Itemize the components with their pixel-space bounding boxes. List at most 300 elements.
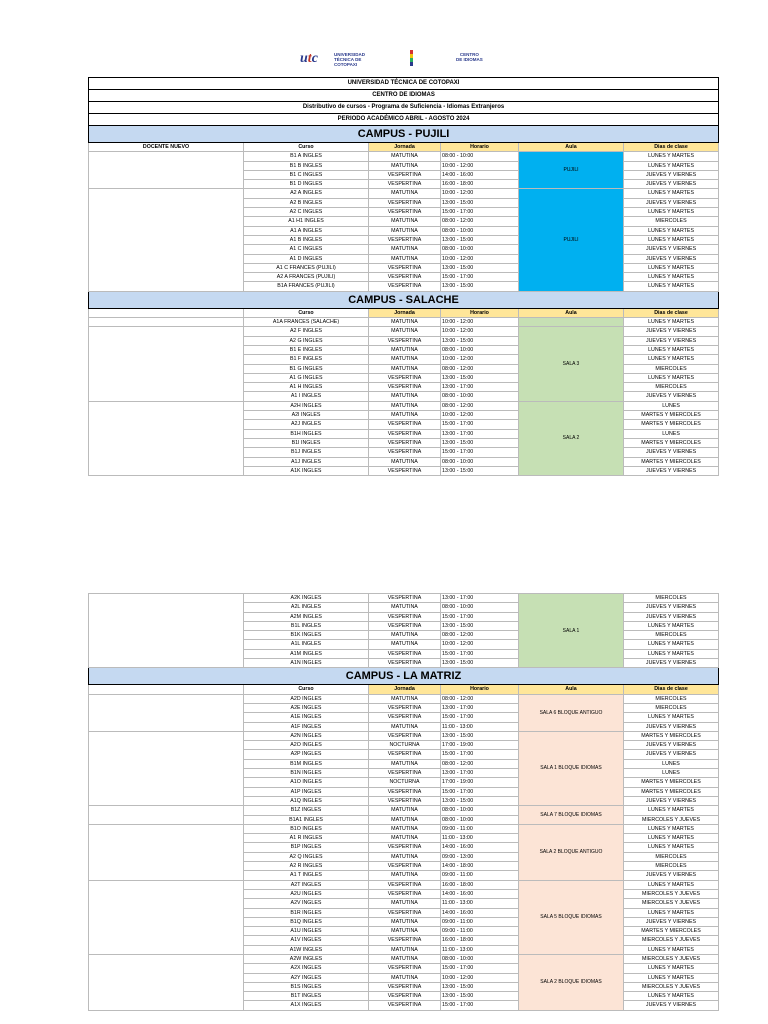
curso-cell: B1 A INGLES [244,152,369,161]
table-row [89,806,719,815]
table-row [89,731,719,740]
aula-header: Aula [519,685,624,694]
jornada-cell: MATUTINA [369,327,441,336]
dias-cell: MIERCOLES [624,383,719,392]
dias-cell: JUEVES Y VIERNES [624,245,719,254]
aula-cell: SALA 1 BLOQUE IDIOMAS [519,731,624,805]
curso-cell: A2O INGLES [244,741,369,750]
jornada-cell: MATUTINA [369,815,441,824]
page-2 [88,593,718,1011]
dias-cell: JUEVES Y VIERNES [624,327,719,336]
horario-cell: 11:00 - 13:00 [441,834,519,843]
curso-cell: A2X INGLES [244,964,369,973]
horario-cell: 17:00 - 19:00 [441,741,519,750]
horario-cell: 13:00 - 15:00 [441,621,519,630]
jornada-cell: VESPERTINA [369,769,441,778]
curso-cell: A1L INGLES [244,640,369,649]
dias-cell: LUNES Y MARTES [624,806,719,815]
column-header-row [89,143,719,152]
horario-cell: 11:00 - 13:00 [441,722,519,731]
dias-cell: MIERCOLES Y JUEVES [624,954,719,963]
curso-cell: A1 H1 INGLES [244,217,369,226]
horario-cell: 15:00 - 17:00 [441,208,519,217]
horario-cell: 10:00 - 12:00 [441,973,519,982]
horario-cell: 10:00 - 12:00 [441,640,519,649]
curso-cell: B1N INGLES [244,769,369,778]
dias-cell: LUNES Y MARTES [624,226,719,235]
jornada-cell: VESPERTINA [369,621,441,630]
dias-cell: LUNES Y MARTES [624,945,719,954]
dias-cell: JUEVES Y VIERNES [624,336,719,345]
dias-cell: LUNES Y MARTES [624,273,719,282]
horario-cell: 09:00 - 11:00 [441,917,519,926]
table-row [89,152,719,161]
jornada-cell: VESPERTINA [369,796,441,805]
dias-cell: LUNES Y MARTES [624,373,719,382]
utc-logo-icon: utc [300,51,318,66]
jornada-cell: VESPERTINA [369,198,441,207]
distributivo-title: Distributivo de cursos - Programa de Suficiencia - Idiomas Extranjeros [89,102,719,114]
jornada-cell: VESPERTINA [369,936,441,945]
horario-cell: 08:00 - 10:00 [441,226,519,235]
dias-cell: JUEVES Y VIERNES [624,750,719,759]
horario-cell: 08:00 - 10:00 [441,392,519,401]
dias-cell: JUEVES Y VIERNES [624,1001,719,1010]
horario-cell: 08:00 - 10:00 [441,806,519,815]
dias-cell: LUNES [624,759,719,768]
jornada-cell: MATUTINA [369,722,441,731]
horario-cell: 17:00 - 19:00 [441,778,519,787]
horario-cell: 08:00 - 12:00 [441,364,519,373]
column-header-row [89,685,719,694]
campus-salache-title-row [89,291,719,308]
curso-cell: A2U INGLES [244,889,369,898]
horario-cell: 08:00 - 10:00 [441,245,519,254]
curso-cell: B1J INGLES [244,448,369,457]
curso-cell: A1 B INGLES [244,235,369,244]
curso-cell: B1L INGLES [244,621,369,630]
curso-cell: B1T INGLES [244,992,369,1001]
jornada-cell: MATUTINA [369,917,441,926]
curso-cell: A1F INGLES [244,722,369,731]
table-row [89,954,719,963]
horario-cell: 13:00 - 15:00 [441,282,519,291]
horario-cell: 10:00 - 12:00 [441,189,519,198]
curso-cell: A1N INGLES [244,659,369,668]
jornada-cell: MATUTINA [369,927,441,936]
dias-cell: LUNES Y MARTES [624,152,719,161]
jornada-cell: VESPERTINA [369,964,441,973]
curso-cell: B1 D INGLES [244,180,369,189]
horario-cell: 09:00 - 11:00 [441,824,519,833]
aula-header: Aula [519,308,624,317]
curso-cell: B1I INGLES [244,438,369,447]
curso-cell: B1A1 INGLES [244,815,369,824]
curso-cell: A1 T INGLES [244,871,369,880]
curso-cell: A2J INGLES [244,420,369,429]
dias-cell: LUNES [624,769,719,778]
docente-cell [89,318,244,327]
curso-cell: A1 C INGLES [244,245,369,254]
dias-cell: MIERCOLES [624,703,719,712]
schedule-table-part-1 [88,77,719,476]
page-1 [88,77,718,476]
dias-cell: LUNES Y MARTES [624,208,719,217]
periodo-title: PERIODO ACADÉMICO ABRIL - AGOSTO 2024 [89,114,719,126]
dias-header: Dias de clase [624,143,719,152]
docente-cell [89,152,244,189]
curso-header: Curso [244,685,369,694]
campus-matriz-title: CAMPUS - LA MATRIZ [89,668,719,685]
curso-cell: A2 F INGLES [244,327,369,336]
jornada-cell: MATUTINA [369,640,441,649]
horario-cell: 08:00 - 12:00 [441,217,519,226]
column-header-row [89,308,719,317]
campus-salache-title: CAMPUS - SALACHE [89,291,719,308]
dias-cell: MIERCOLES Y JUEVES [624,936,719,945]
horario-cell: 16:00 - 18:00 [441,180,519,189]
schedule-table-part-2 [88,593,719,1011]
horario-cell: 08:00 - 10:00 [441,815,519,824]
jornada-cell: MATUTINA [369,759,441,768]
jornada-cell: MATUTINA [369,345,441,354]
horario-cell: 15:00 - 17:00 [441,713,519,722]
curso-cell: A2L INGLES [244,603,369,612]
curso-cell: A2M INGLES [244,612,369,621]
curso-cell: A2P INGLES [244,750,369,759]
curso-header: Curso [244,143,369,152]
jornada-cell: MATUTINA [369,152,441,161]
horario-header: Horario [441,143,519,152]
aula-cell: PUJILI [519,189,624,291]
campus-pujili-title: CAMPUS - PUJILI [89,126,719,143]
docente-cell [89,824,244,880]
jornada-cell: MATUTINA [369,824,441,833]
jornada-cell: MATUTINA [369,318,441,327]
dias-cell: JUEVES Y VIERNES [624,741,719,750]
horario-cell: 08:00 - 10:00 [441,603,519,612]
dias-cell: LUNES Y MARTES [624,161,719,170]
horario-cell: 15:00 - 17:00 [441,420,519,429]
jornada-header: Jornada [369,308,441,317]
table-row [89,694,719,703]
curso-cell: A1 H INGLES [244,383,369,392]
curso-cell: A2W INGLES [244,954,369,963]
dias-cell: MIERCOLES Y JUEVES [624,889,719,898]
jornada-cell: VESPERTINA [369,612,441,621]
jornada-cell: MATUTINA [369,631,441,640]
horario-cell: 08:00 - 12:00 [441,631,519,640]
horario-cell: 08:00 - 12:00 [441,694,519,703]
horario-cell: 08:00 - 12:00 [441,759,519,768]
docente-cell [89,694,244,731]
campus-pujili-title-row [89,126,719,143]
table-row [89,401,719,410]
curso-cell: B1A FRANCES (PUJILI) [244,282,369,291]
curso-cell: B1 G INGLES [244,364,369,373]
horario-cell: 16:00 - 18:00 [441,880,519,889]
dias-cell: JUEVES Y VIERNES [624,612,719,621]
curso-cell: A2 A INGLES [244,189,369,198]
dias-cell: MIERCOLES [624,852,719,861]
curso-cell: B1S INGLES [244,982,369,991]
dias-cell: LUNES Y MARTES [624,964,719,973]
horario-cell: 09:00 - 13:00 [441,852,519,861]
curso-cell: A1A FRANCES (SALACHE) [244,318,369,327]
docente-header-empty [89,308,244,317]
docente-header: DOCENTE NUEVO [89,143,244,152]
horario-cell: 10:00 - 12:00 [441,161,519,170]
dias-cell: MARTES Y MIERCOLES [624,778,719,787]
horario-cell: 16:00 - 18:00 [441,936,519,945]
curso-cell: A1V INGLES [244,936,369,945]
jornada-cell: MATUTINA [369,852,441,861]
jornada-cell: MATUTINA [369,401,441,410]
curso-cell: A2 G INGLES [244,336,369,345]
horario-cell: 14:00 - 16:00 [441,843,519,852]
dias-cell: JUEVES Y VIERNES [624,466,719,475]
horario-cell: 14:00 - 18:00 [441,862,519,871]
docente-cell [89,189,244,291]
curso-cell: A2 C INGLES [244,208,369,217]
jornada-cell: NOCTURNA [369,778,441,787]
curso-cell: B1O INGLES [244,824,369,833]
dias-cell: LUNES Y MARTES [624,345,719,354]
horario-cell: 13:00 - 15:00 [441,731,519,740]
curso-cell: A2 A FRANCES (PUJILI) [244,273,369,282]
dias-cell: LUNES Y MARTES [624,640,719,649]
horario-cell: 13:00 - 15:00 [441,198,519,207]
campus-matriz-title-row [89,668,719,685]
horario-cell: 13:00 - 15:00 [441,263,519,272]
curso-cell: A2H INGLES [244,401,369,410]
docente-cell [89,880,244,954]
dias-cell: LUNES Y MARTES [624,282,719,291]
curso-cell: A1 A INGLES [244,226,369,235]
jornada-cell: VESPERTINA [369,263,441,272]
horario-cell: 15:00 - 17:00 [441,1001,519,1010]
jornada-header: Jornada [369,685,441,694]
horario-cell: 10:00 - 12:00 [441,254,519,263]
table-row [89,594,719,603]
curso-cell: A2T INGLES [244,880,369,889]
curso-cell: A1 I INGLES [244,392,369,401]
jornada-cell: VESPERTINA [369,180,441,189]
horario-cell: 15:00 - 17:00 [441,273,519,282]
aula-cell: SALA 5 BLOQUE IDIOMAS [519,880,624,954]
horario-cell: 15:00 - 17:00 [441,649,519,658]
jornada-cell: MATUTINA [369,945,441,954]
jornada-cell: NOCTURNA [369,741,441,750]
jornada-cell: VESPERTINA [369,843,441,852]
curso-cell: B1 C INGLES [244,170,369,179]
jornada-cell: MATUTINA [369,217,441,226]
jornada-cell: MATUTINA [369,355,441,364]
curso-cell: B1Z INGLES [244,806,369,815]
curso-header: Curso [244,308,369,317]
curso-cell: A1Q INGLES [244,796,369,805]
curso-cell: A2I INGLES [244,411,369,420]
aula-cell: SALA 6 BLOQUE ANTIGUO [519,694,624,731]
horario-cell: 13:00 - 15:00 [441,982,519,991]
dias-cell: MARTES Y MIERCOLES [624,457,719,466]
dias-cell: LUNES Y MARTES [624,263,719,272]
horario-cell: 11:00 - 13:00 [441,945,519,954]
dias-cell: MARTES Y MIERCOLES [624,438,719,447]
dias-cell: JUEVES Y VIERNES [624,180,719,189]
curso-cell: B1Q INGLES [244,917,369,926]
aula-cell: SALA 1 [519,594,624,668]
jornada-cell: VESPERTINA [369,750,441,759]
curso-cell: B1 F INGLES [244,355,369,364]
curso-cell: A2 Q INGLES [244,852,369,861]
jornada-cell: VESPERTINA [369,466,441,475]
jornada-cell: VESPERTINA [369,982,441,991]
horario-cell: 09:00 - 11:00 [441,871,519,880]
horario-cell: 13:00 - 15:00 [441,336,519,345]
horario-cell: 08:00 - 10:00 [441,152,519,161]
jornada-cell: VESPERTINA [369,170,441,179]
curso-cell: B1 E INGLES [244,345,369,354]
horario-cell: 10:00 - 12:00 [441,411,519,420]
jornada-cell: MATUTINA [369,254,441,263]
curso-cell: A2D INGLES [244,694,369,703]
dias-cell: JUEVES Y VIERNES [624,917,719,926]
jornada-cell: VESPERTINA [369,880,441,889]
dias-cell: JUEVES Y VIERNES [624,198,719,207]
center-title: CENTRO DE IDIOMAS [89,90,719,102]
docente-cell [89,401,244,475]
dias-header: Dias de clase [624,308,719,317]
horario-cell: 13:00 - 17:00 [441,429,519,438]
jornada-cell: VESPERTINA [369,1001,441,1010]
jornada-cell: MATUTINA [369,899,441,908]
curso-cell: A1K INGLES [244,466,369,475]
jornada-cell: MATUTINA [369,411,441,420]
jornada-cell: VESPERTINA [369,731,441,740]
dias-cell: LUNES Y MARTES [624,713,719,722]
docente-cell [89,731,244,805]
aula-cell [519,318,624,327]
center-title-row [89,90,719,102]
jornada-cell: MATUTINA [369,392,441,401]
jornada-cell: MATUTINA [369,364,441,373]
aula-cell: SALA 7 BLOQUE IDIOMAS [519,806,624,825]
curso-cell: A1 C FRANCES (PUJILI) [244,263,369,272]
curso-cell: B1 B INGLES [244,161,369,170]
jornada-cell: MATUTINA [369,954,441,963]
jornada-cell: MATUTINA [369,694,441,703]
curso-cell: A2 R INGLES [244,862,369,871]
curso-cell: B1M INGLES [244,759,369,768]
horario-cell: 14:00 - 16:00 [441,170,519,179]
jornada-cell: VESPERTINA [369,787,441,796]
curso-cell: A2V INGLES [244,899,369,908]
jornada-cell: VESPERTINA [369,429,441,438]
jornada-cell: VESPERTINA [369,235,441,244]
horario-cell: 13:00 - 17:00 [441,383,519,392]
curso-cell: B1P INGLES [244,843,369,852]
dias-cell: MARTES Y MIERCOLES [624,927,719,936]
jornada-cell: MATUTINA [369,806,441,815]
curso-cell: A1P INGLES [244,787,369,796]
horario-cell: 13:00 - 15:00 [441,235,519,244]
aula-cell: PUJILI [519,152,624,189]
jornada-cell: VESPERTINA [369,713,441,722]
jornada-cell: VESPERTINA [369,703,441,712]
jornada-cell: VESPERTINA [369,992,441,1001]
horario-cell: 10:00 - 12:00 [441,355,519,364]
dias-cell: LUNES [624,429,719,438]
aula-cell: SALA 2 BLOQUE ANTIGUO [519,824,624,880]
dias-cell: MIERCOLES [624,364,719,373]
jornada-cell: MATUTINA [369,245,441,254]
horario-cell: 13:00 - 17:00 [441,703,519,712]
jornada-cell: VESPERTINA [369,659,441,668]
jornada-cell: VESPERTINA [369,373,441,382]
jornada-cell: VESPERTINA [369,908,441,917]
horario-cell: 08:00 - 10:00 [441,954,519,963]
horario-cell: 11:00 - 13:00 [441,899,519,908]
jornada-cell: VESPERTINA [369,383,441,392]
periodo-title-row [89,114,719,126]
jornada-cell: MATUTINA [369,834,441,843]
curso-cell: B1R INGLES [244,908,369,917]
jornada-cell: MATUTINA [369,603,441,612]
dias-cell: MIERCOLES [624,631,719,640]
dias-header: Dias de clase [624,685,719,694]
dias-cell: LUNES Y MARTES [624,355,719,364]
university-title: UNIVERSIDAD TÉCNICA DE COTOPAXI [89,78,719,90]
dias-cell: MARTES Y MIERCOLES [624,411,719,420]
jornada-cell: VESPERTINA [369,649,441,658]
jornada-cell: MATUTINA [369,226,441,235]
jornada-cell: VESPERTINA [369,208,441,217]
curso-cell: A2Y INGLES [244,973,369,982]
dias-cell: JUEVES Y VIERNES [624,603,719,612]
horario-cell: 15:00 - 17:00 [441,787,519,796]
horario-cell: 13:00 - 15:00 [441,438,519,447]
dias-cell: JUEVES Y VIERNES [624,659,719,668]
docente-cell [89,594,244,668]
distributivo-title-row [89,102,719,114]
dias-cell: LUNES Y MARTES [624,880,719,889]
curso-cell: A1X INGLES [244,1001,369,1010]
curso-cell: A1J INGLES [244,457,369,466]
horario-cell: 13:00 - 15:00 [441,466,519,475]
jornada-cell: VESPERTINA [369,420,441,429]
dias-cell: MIERCOLES Y JUEVES [624,899,719,908]
curso-cell: A1O INGLES [244,778,369,787]
horario-cell: 08:00 - 12:00 [441,401,519,410]
horario-cell: 13:00 - 17:00 [441,594,519,603]
curso-cell: A1E INGLES [244,713,369,722]
curso-cell: A1 R INGLES [244,834,369,843]
horario-cell: 13:00 - 15:00 [441,796,519,805]
table-row [89,824,719,833]
docente-cell [89,806,244,825]
curso-cell: A1U INGLES [244,927,369,936]
dias-cell: MIERCOLES [624,862,719,871]
dias-cell: MARTES Y MIERCOLES [624,731,719,740]
horario-cell: 15:00 - 17:00 [441,612,519,621]
horario-cell: 14:00 - 16:00 [441,908,519,917]
dias-cell: JUEVES Y VIERNES [624,254,719,263]
horario-header: Horario [441,685,519,694]
docente-cell [89,327,244,401]
logo-header [300,49,500,75]
dias-cell: JUEVES Y VIERNES [624,871,719,880]
